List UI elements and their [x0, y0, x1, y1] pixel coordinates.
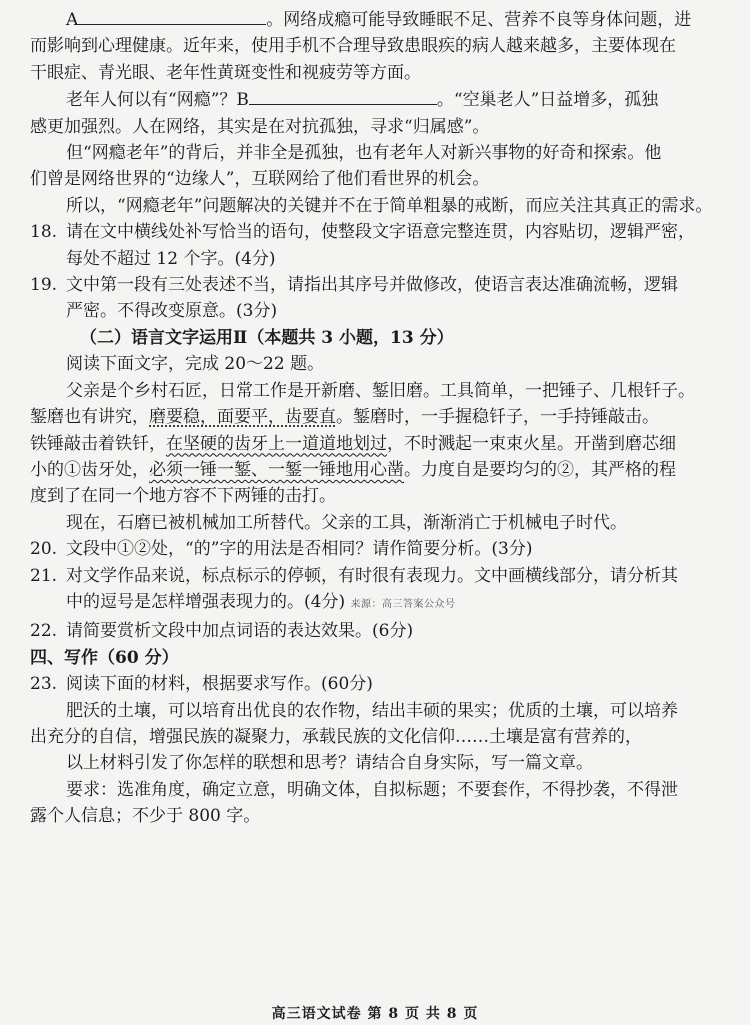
passage-text: 。力度自是要均匀的②，其严格的程 — [404, 459, 676, 480]
writing-requirement: 要求：选准角度，确定立意，明确文体，自拟标题；不要套作，不得抄袭，不得泄 — [66, 779, 678, 800]
writing-requirement: 露个人信息；不少于 800 字。 — [30, 806, 261, 827]
answer-blank-a[interactable] — [78, 6, 266, 25]
question-number: 20. — [30, 539, 58, 560]
passage2-line — [30, 457, 728, 483]
passage-text: 。錾磨时，一手握稳钎子，一手持锤敲击。 — [336, 407, 659, 428]
question-18-cont: 每处不超过 12 个字。(4分) — [66, 248, 276, 269]
question-19-cont: 严密。不得改变原意。(3分) — [66, 301, 278, 322]
question-text: 文段中①②处，“的”字的用法是否相同？请作简要分析。(3分) — [66, 539, 533, 560]
section-heading-4: 四、写作（60 分） — [30, 647, 179, 668]
passage-line — [30, 86, 728, 113]
answer-blank-b[interactable] — [249, 86, 437, 105]
material-line: 出充分的自信，增强民族的凝聚力，承载民族的文化信仰……土壤是富有营养的， — [30, 726, 642, 747]
question-number: 19. — [30, 275, 58, 296]
question-text: 中的逗号是怎样增强表现力的。(4分) — [66, 591, 346, 612]
passage-text: 老年人何以有“网瘾”？B — [66, 90, 249, 111]
passage-line: 而影响到心理健康。近年来，使用手机不合理导致患眼疾的病人越来越多，主要体现在 — [30, 36, 676, 57]
passage-text: ，不时溅起一束束火星。开凿到磨芯细 — [387, 433, 676, 454]
passage-line — [30, 6, 728, 33]
page-footer: 高三语文试卷 第 8 页 共 8 页 — [271, 1006, 479, 1022]
question-21-cont — [30, 589, 728, 618]
question-number: 21. — [30, 565, 58, 586]
passage-text: 。网络成瘾可能导致睡眠不足、营养不良等身体问题，进 — [266, 10, 692, 30]
passage-text: 。“空巢老人”日益增多，孤独 — [436, 90, 659, 111]
passage2-line: 度到了在同一个地方容不下两锤的击打。 — [30, 486, 336, 507]
question-22 — [30, 618, 728, 644]
passage2-line — [30, 431, 728, 457]
passage-line: 干眼症、青光眼、老年性黄斑变性和视疲劳等方面。 — [30, 62, 421, 83]
question-23 — [30, 671, 728, 697]
underlined-phrase: 在坚硬的齿牙上一道道地划过 — [166, 433, 387, 454]
passage2-line: 父亲是个乡村石匠，日常工作是开新磨、錾旧磨。工具简单，一把锤子、几根钎子。 — [66, 380, 695, 401]
question-text: 请在文中横线处补写恰当的语句，使整段文字语意完整连贯，内容贴切，逻辑严密， — [66, 222, 695, 243]
section-heading-2: （二）语言文字运用Ⅱ（本题共 3 小题，13 分） — [80, 327, 454, 348]
passage-line: 们曾是网络世界的“边缘人”，互联网给了他们看世界的机会。 — [30, 169, 490, 190]
underlined-phrase: 必须一锤一錾、一錾一锤地用心凿 — [149, 459, 404, 480]
passage2-line — [30, 404, 728, 430]
question-text: 阅读下面的材料，根据要求写作。(60分) — [66, 674, 373, 695]
section-instruction: 阅读下面文字，完成 20～22 题。 — [66, 354, 325, 375]
question-19 — [30, 272, 728, 298]
question-number: 18. — [30, 222, 58, 243]
passage-line: 感更加强烈。人在网络，其实是在对抗孤独，寻求“归属感”。 — [30, 116, 490, 137]
question-text: 文中第一段有三处表述不当，请指出其序号并做修改，使语言表达准确流畅，逻辑 — [66, 275, 678, 296]
passage-line: 所以，“网瘾老年”问题解决的关键并不在于简单粗暴的戒断，而应关注其真正的需求。 — [66, 195, 713, 216]
question-text: 请简要赏析文段中加点词语的表达效果。(6分) — [66, 621, 414, 642]
blank-label-a: A — [66, 10, 79, 30]
question-20 — [30, 536, 728, 562]
question-text: 对文学作品来说，标点标示的停顿，有时很有表现力。文中画横线部分，请分析其 — [66, 565, 678, 586]
passage-text: 铁锤敲击着铁钎， — [30, 433, 166, 454]
material-line: 肥沃的土壤，可以培育出优良的农作物，结出丰硕的果实；优质的土壤，可以培养 — [66, 700, 678, 721]
passage2-line: 现在，石磨已被机械加工所替代。父亲的工具，渐渐消亡于机械电子时代。 — [66, 512, 627, 533]
passage-line: 但“网瘾老年”的背后，并非全是孤独，也有老年人对新兴事物的好奇和探索。他 — [66, 143, 662, 164]
dotted-phrase: 磨要稳，面要平，齿要直 — [149, 407, 336, 428]
passage-text: 小的①齿牙处， — [30, 459, 149, 480]
question-number: 22. — [30, 621, 58, 642]
question-number: 23. — [30, 674, 58, 695]
source-stamp: 来源：高三答案公众号 — [350, 598, 456, 610]
question-18 — [30, 219, 728, 245]
passage-text: 錾磨也有讲究， — [30, 407, 149, 428]
question-21 — [30, 563, 728, 589]
writing-prompt: 以上材料引发了你怎样的联想和思考？请结合自身实际，写一篇文章。 — [66, 753, 593, 774]
